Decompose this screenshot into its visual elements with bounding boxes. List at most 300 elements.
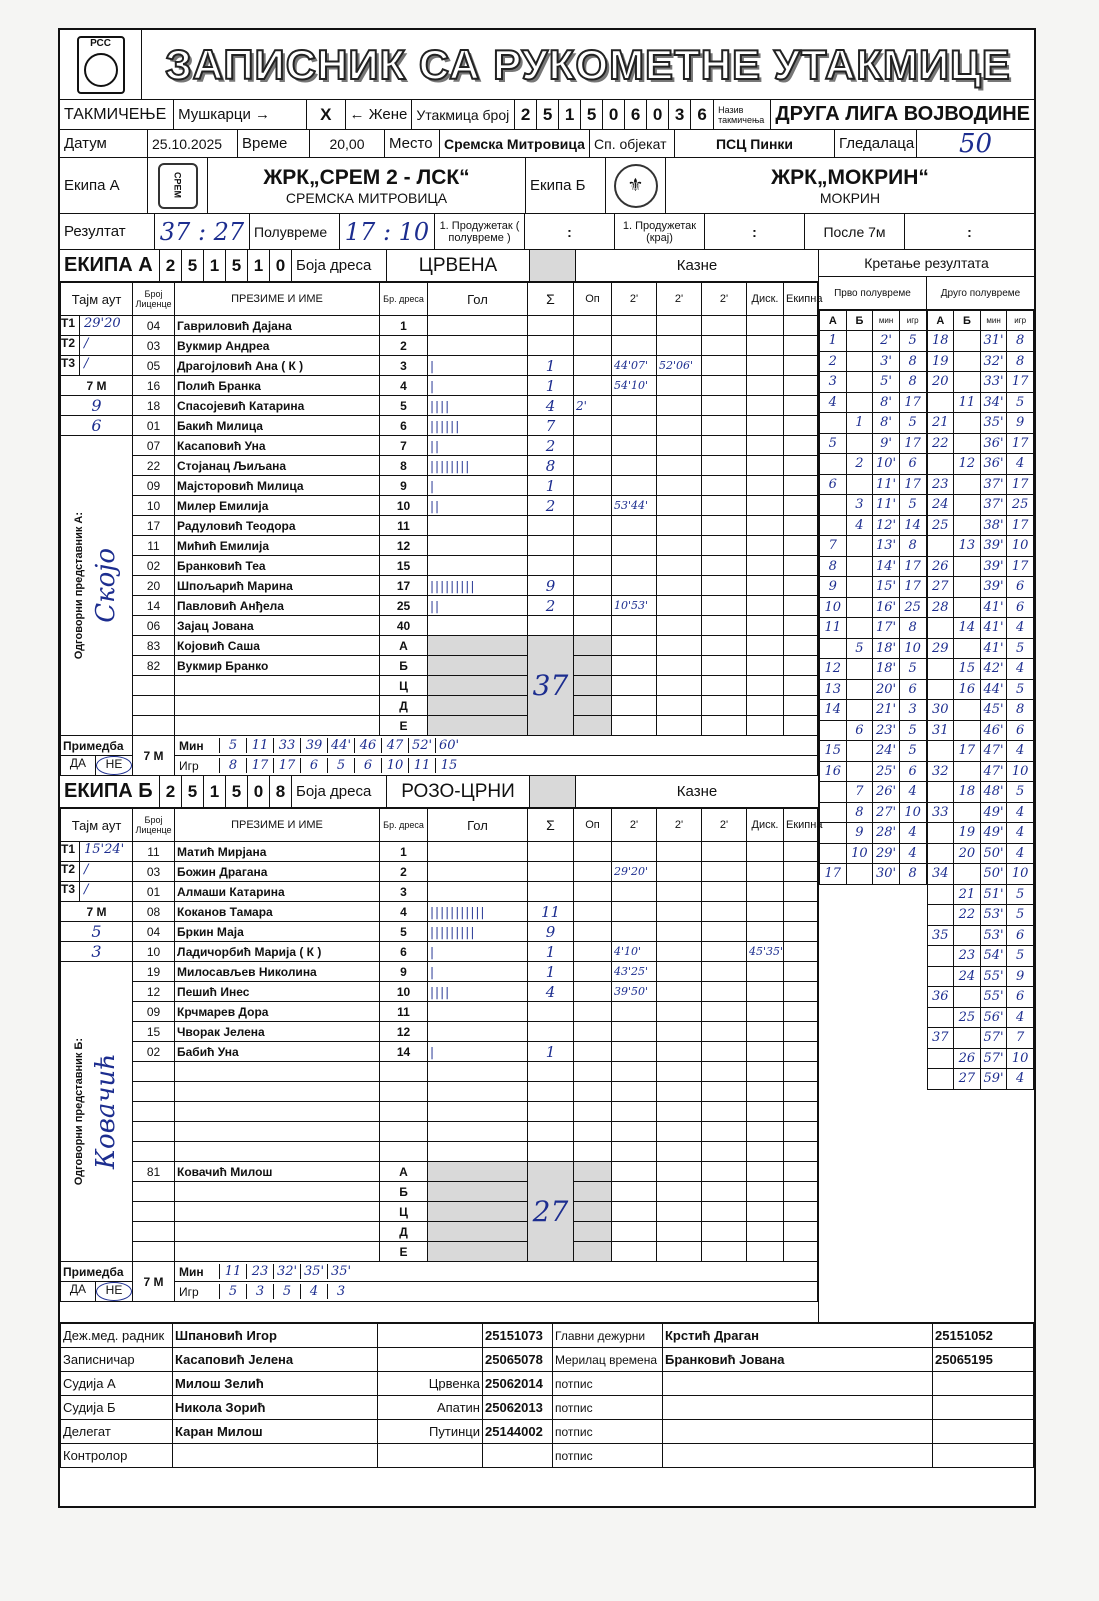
- player-number: 11: [380, 516, 428, 536]
- official-row: [61, 636, 818, 656]
- player-goal-sum: [528, 336, 574, 356]
- progress-cell: 17: [954, 741, 981, 762]
- official-name: Каран Милош: [173, 1420, 378, 1444]
- timeout-key: T2: [61, 862, 80, 881]
- official-name-2: [663, 1372, 933, 1396]
- th-warn: Оп: [574, 283, 612, 316]
- official-license-2: 25151052: [933, 1324, 1034, 1348]
- progress-cell: 5: [899, 741, 926, 762]
- player-name: Шпољарић Марина: [175, 576, 380, 596]
- player-suspension-1: 10'53': [612, 596, 657, 616]
- progress-cell: 28': [873, 823, 900, 844]
- seven-m-label: 7 M: [61, 902, 133, 922]
- official-license-2: [933, 1372, 1034, 1396]
- team-a-section: [60, 250, 823, 776]
- player-suspension-3: [702, 1122, 747, 1142]
- official-row: [61, 1420, 1034, 1444]
- player-suspension-1: [612, 556, 657, 576]
- table-row: [61, 596, 818, 616]
- page-title: ЗАПИСНИК СА РУКОМЕТНЕ УТАКМИЦЕ: [165, 40, 1011, 88]
- progress-cell: 4: [899, 782, 926, 803]
- progress-cell: 33': [980, 372, 1007, 393]
- progress-cell: 6: [1007, 925, 1034, 946]
- player-warning: [574, 596, 612, 616]
- player-suspension-1: [612, 922, 657, 942]
- progress-cell: 18': [873, 659, 900, 680]
- player-goals: [428, 556, 528, 576]
- official-role: Контролор: [61, 1444, 173, 1468]
- th-igr: игр: [1007, 311, 1034, 331]
- progress-cell: 10: [899, 638, 926, 659]
- team_a-code-digit: 5: [182, 250, 204, 281]
- remark-value: 52': [408, 738, 435, 753]
- official-name: [175, 716, 380, 736]
- progress-cell: 9': [873, 433, 900, 454]
- player-suspension-1: [612, 1002, 657, 1022]
- progress-cell: 9: [820, 577, 847, 598]
- ot1-half-value: :: [525, 214, 615, 249]
- progress-cell: 14': [873, 556, 900, 577]
- team_a-code-digit: 1: [248, 250, 270, 281]
- seven-m-value: 6: [61, 416, 133, 436]
- remark-value: 35': [327, 1264, 354, 1279]
- player-license: [133, 1082, 175, 1102]
- player-goal-sum: 2: [528, 496, 574, 516]
- min-label: Мин: [179, 738, 204, 753]
- progress-cell: 38': [980, 515, 1007, 536]
- official-name-2: [663, 1396, 933, 1420]
- player-suspension-3: [702, 1142, 747, 1162]
- player-name: Спасојевић Катарина: [175, 396, 380, 416]
- progress-cell: 24: [927, 495, 954, 516]
- progress-cell: 11: [954, 392, 981, 413]
- player-goal-sum: 9: [528, 576, 574, 596]
- progress-cell: [954, 372, 981, 393]
- seven-m-value: 5: [61, 922, 133, 942]
- official-role: Судија Б: [61, 1396, 173, 1420]
- team_b-remark-row: [61, 1262, 818, 1282]
- player-number: 6: [380, 942, 428, 962]
- progress-cell: [954, 351, 981, 372]
- progress-row: [820, 536, 927, 557]
- player-goals: [428, 1022, 528, 1042]
- team_b-jersey-label: Боја дреса: [292, 776, 387, 807]
- progress-cell: [820, 843, 847, 864]
- player-warning: [574, 576, 612, 596]
- th-min: мин: [980, 311, 1007, 331]
- score-progress-grid: [819, 310, 1034, 1322]
- player-number: 25: [380, 596, 428, 616]
- progress-cell: 8: [899, 372, 926, 393]
- progress-row: [820, 761, 927, 782]
- player-goal-sum: 1: [528, 356, 574, 376]
- official-row: [61, 716, 818, 736]
- progress-row: [820, 638, 927, 659]
- player-suspension-2: [657, 456, 702, 476]
- official-license-2: 25065195: [933, 1348, 1034, 1372]
- progress-cell: 12: [820, 659, 847, 680]
- official-license: 83: [133, 636, 175, 656]
- official-row: [61, 1182, 818, 1202]
- player-warning: [574, 1142, 612, 1162]
- official-row: [61, 676, 818, 696]
- official-city: Путинци: [378, 1420, 483, 1444]
- progress-cell: 39': [980, 536, 1007, 557]
- player-suspension-2: [657, 396, 702, 416]
- progress-cell: 5: [1007, 905, 1034, 926]
- player-suspension-3: [702, 1082, 747, 1102]
- player-suspension-1: [612, 1102, 657, 1122]
- progress-cell: 28: [927, 597, 954, 618]
- table-row: [61, 516, 818, 536]
- progress-cell: [846, 474, 873, 495]
- remark-no[interactable]: НЕ: [96, 1282, 132, 1301]
- progress-cell: [927, 679, 954, 700]
- player-license: 08: [133, 902, 175, 922]
- player-warning: [574, 376, 612, 396]
- player-suspension-2: [657, 576, 702, 596]
- player-license: 06: [133, 616, 175, 636]
- progress-cell: [846, 577, 873, 598]
- official-license: [483, 1444, 553, 1468]
- progress-cell: 53': [980, 905, 1007, 926]
- player-number: [380, 1082, 428, 1102]
- score-progress-halves: [819, 277, 1034, 310]
- progress-cell: 30: [927, 700, 954, 721]
- player-suspension-1: [612, 1122, 657, 1142]
- player-suspension-3: [702, 922, 747, 942]
- progress-cell: 8': [873, 392, 900, 413]
- player-goal-sum: 1: [528, 962, 574, 982]
- progress-cell: [954, 925, 981, 946]
- th-jersey-no: Бр. дреса: [380, 809, 428, 842]
- official-license: 25144002: [483, 1420, 553, 1444]
- progress-row: [927, 659, 1034, 680]
- team-b-city: МОКРИН: [819, 189, 881, 206]
- progress-cell: 5: [1007, 638, 1034, 659]
- after7m-label: После 7м: [805, 214, 905, 249]
- progress-cell: 21': [873, 700, 900, 721]
- progress-row: [927, 905, 1034, 926]
- official-license: 25065078: [483, 1348, 553, 1372]
- player-warning: [574, 416, 612, 436]
- player-name: Милер Емилија: [175, 496, 380, 516]
- progress-row: [927, 761, 1034, 782]
- team-b-label: Екипа Б: [526, 158, 606, 213]
- th-jersey-no: Бр. дреса: [380, 283, 428, 316]
- progress-cell: 8: [899, 864, 926, 885]
- official-role-2: потпис: [553, 1444, 663, 1468]
- player-license: 09: [133, 476, 175, 496]
- player-name: Милосављев Николина: [175, 962, 380, 982]
- remark-value: 60': [435, 738, 462, 753]
- progress-cell: 41': [980, 618, 1007, 639]
- player-suspension-1: [612, 516, 657, 536]
- remark-value: 11: [219, 1264, 246, 1279]
- result-value: 37 : 27: [155, 214, 250, 249]
- official-role-2: потпис: [553, 1396, 663, 1420]
- progress-cell: 29': [873, 843, 900, 864]
- progress-row: [927, 474, 1034, 495]
- official-letter: Ц: [380, 1202, 428, 1222]
- player-name: Мајсторовић Милица: [175, 476, 380, 496]
- player-number: 9: [380, 476, 428, 496]
- progress-cell: 26: [927, 556, 954, 577]
- timeout-key: T2: [61, 336, 80, 355]
- progress-cell: 5: [846, 638, 873, 659]
- official-row: [61, 1396, 1034, 1420]
- player-warning: [574, 1082, 612, 1102]
- player-goals: ||||: [428, 982, 528, 1002]
- player-license: 15: [133, 1022, 175, 1042]
- th-b: Б: [954, 311, 981, 331]
- official-license: 81: [133, 1162, 175, 1182]
- player-suspension-1: 43'25': [612, 962, 657, 982]
- min-label: Мин: [179, 1264, 204, 1279]
- progress-cell: 20: [954, 843, 981, 864]
- player-suspension-3: [702, 396, 747, 416]
- score-sheet: [58, 28, 1036, 1508]
- progress-row: [820, 433, 927, 454]
- progress-cell: [954, 474, 981, 495]
- teams-tables: [60, 250, 823, 1322]
- player-goals: [428, 1142, 528, 1162]
- progress-cell: [927, 1069, 954, 1090]
- player-suspension-2: [657, 1002, 702, 1022]
- player-suspension-1: [612, 336, 657, 356]
- progress-row: [927, 372, 1034, 393]
- player-license: 01: [133, 882, 175, 902]
- remark-label: Примедба: [61, 1262, 133, 1282]
- official-license: [133, 716, 175, 736]
- player-suspension-3: [702, 616, 747, 636]
- progress-cell: 2: [820, 351, 847, 372]
- player-goal-sum: 7: [528, 416, 574, 436]
- progress-cell: 1: [846, 413, 873, 434]
- team_a-player-table: [60, 282, 823, 776]
- progress-row: [927, 1028, 1034, 1049]
- player-license: 16: [133, 376, 175, 396]
- remark-value: 17: [273, 758, 300, 773]
- player-suspension-3: [702, 416, 747, 436]
- progress-cell: 7: [846, 782, 873, 803]
- player-goal-sum: [528, 616, 574, 636]
- competition-row: [60, 100, 1034, 130]
- table-row: [61, 1042, 818, 1062]
- th-timeout: Тајм аут: [61, 809, 133, 842]
- player-name: Чворак Јелена: [175, 1022, 380, 1042]
- player-disqualification: 45'35': [747, 942, 784, 962]
- progress-cell: 24': [873, 741, 900, 762]
- progress-cell: [820, 495, 847, 516]
- progress-row: [820, 392, 927, 413]
- team-b-section: [60, 776, 823, 1302]
- progress-cell: [927, 659, 954, 680]
- table-row: [61, 576, 818, 596]
- progress-cell: 5': [873, 372, 900, 393]
- remark-no[interactable]: НЕ: [96, 756, 132, 775]
- player-suspension-1: 44'07': [612, 356, 657, 376]
- timeout-key: T3: [61, 356, 80, 375]
- player-name: Бабић Уна: [175, 1042, 380, 1062]
- timeout-value: /: [84, 862, 89, 877]
- player-disqualification: [747, 842, 784, 862]
- progress-cell: 4: [1007, 1069, 1034, 1090]
- player-name: Драгојловић Ана ( К ): [175, 356, 380, 376]
- player-suspension-2: [657, 1022, 702, 1042]
- remark-value: 33: [273, 738, 300, 753]
- team-a-label: Екипа А: [60, 158, 148, 213]
- remark-yes[interactable]: ДА: [61, 756, 96, 775]
- league-label: Назив такмичења: [714, 100, 771, 129]
- progress-row: [927, 413, 1034, 434]
- player-suspension-3: [702, 1002, 747, 1022]
- official-license-2: [933, 1396, 1034, 1420]
- player-suspension-3: [702, 376, 747, 396]
- player-number: 3: [380, 882, 428, 902]
- player-number: 10: [380, 496, 428, 516]
- player-suspension-1: 39'50': [612, 982, 657, 1002]
- th-two-2: 2': [657, 809, 702, 842]
- player-license: 11: [133, 842, 175, 862]
- player-suspension-2: [657, 862, 702, 882]
- progress-cell: 37': [980, 495, 1007, 516]
- progress-row: [927, 823, 1034, 844]
- progress-row: [927, 1048, 1034, 1069]
- player-number: 15: [380, 556, 428, 576]
- progress-cell: 10: [1007, 1048, 1034, 1069]
- official-letter: Ц: [380, 676, 428, 696]
- date-label: Датум: [60, 130, 148, 157]
- team_b-code-digit: 5: [182, 776, 204, 807]
- player-license: 02: [133, 1042, 175, 1062]
- player-name: Касаповић Уна: [175, 436, 380, 456]
- progress-row: [927, 536, 1034, 557]
- progress-row: [927, 987, 1034, 1008]
- league-name: ДРУГА ЛИГА ВОЈВОДИНЕ: [775, 103, 1030, 125]
- remark-value: 5: [327, 758, 354, 773]
- official-name: [175, 676, 380, 696]
- player-number: 14: [380, 1042, 428, 1062]
- player-name: [175, 1122, 380, 1142]
- player-suspension-3: [702, 882, 747, 902]
- player-suspension-3: [702, 336, 747, 356]
- progress-cell: 2': [873, 331, 900, 352]
- table-row: [61, 396, 818, 416]
- th-warn: Оп: [574, 809, 612, 842]
- official-city: [378, 1444, 483, 1468]
- progress-cell: 25: [954, 1007, 981, 1028]
- progress-cell: 13: [820, 679, 847, 700]
- th-a: А: [927, 311, 954, 331]
- progress-row: [927, 638, 1034, 659]
- player-suspension-1: [612, 616, 657, 636]
- progress-cell: [927, 536, 954, 557]
- player-goals: |||||||||||: [428, 902, 528, 922]
- progress-cell: [927, 618, 954, 639]
- player-suspension-2: [657, 842, 702, 862]
- official-name-2: Бранковић Јована: [663, 1348, 933, 1372]
- player-suspension-2: [657, 882, 702, 902]
- logo-text: РСС: [90, 37, 111, 49]
- player-goals: [428, 316, 528, 336]
- progress-cell: 4: [1007, 1007, 1034, 1028]
- player-suspension-2: [657, 536, 702, 556]
- progress-cell: 13: [954, 536, 981, 557]
- progress-cell: 32: [927, 761, 954, 782]
- progress-cell: [846, 556, 873, 577]
- remark-value: 6: [354, 758, 381, 773]
- progress-row: [820, 515, 927, 536]
- player-license: [133, 1142, 175, 1162]
- player-number: 10: [380, 982, 428, 1002]
- th-igr: игр: [899, 311, 926, 331]
- progress-row: [820, 782, 927, 803]
- women-mark: X: [307, 100, 345, 129]
- team_b-code-digit: 0: [248, 776, 270, 807]
- progress-row: [927, 802, 1034, 823]
- player-suspension-1: [612, 536, 657, 556]
- progress-cell: 25': [873, 761, 900, 782]
- player-suspension-2: [657, 376, 702, 396]
- progress-cell: [954, 638, 981, 659]
- progress-cell: [927, 905, 954, 926]
- progress-cell: [954, 1028, 981, 1049]
- team-a-city: СРЕМСКА МИТРОВИЦА: [285, 189, 448, 206]
- player-suspension-3: [702, 862, 747, 882]
- player-license: 22: [133, 456, 175, 476]
- remark-yes[interactable]: ДА: [61, 1282, 96, 1301]
- player-disqualification: [747, 1142, 784, 1162]
- team_a-rep-signature: Cкoјo: [90, 548, 121, 623]
- match-no-digit: 0: [647, 100, 669, 129]
- progress-cell: 37: [927, 1028, 954, 1049]
- official-letter: Д: [380, 1222, 428, 1242]
- progress-cell: [954, 433, 981, 454]
- team_b-jersey-color: РОЗО-ЦРНИ: [387, 776, 530, 807]
- progress-cell: 1: [820, 331, 847, 352]
- player-warning: [574, 1022, 612, 1042]
- player-goal-sum: 1: [528, 1042, 574, 1062]
- progress-cell: [846, 597, 873, 618]
- player-name: Бркин Маја: [175, 922, 380, 942]
- player-number: 11: [380, 1002, 428, 1022]
- player-goals: [428, 1122, 528, 1142]
- player-warning: [574, 942, 612, 962]
- remark-value: 10: [381, 758, 408, 773]
- progress-row: [927, 679, 1034, 700]
- team_b-rep-signature: Ковачић: [90, 1053, 121, 1170]
- player-goal-sum: [528, 1022, 574, 1042]
- player-goals: |: [428, 942, 528, 962]
- progress-cell: 18: [927, 331, 954, 352]
- progress-cell: 17: [1007, 515, 1034, 536]
- progress-row: [820, 741, 927, 762]
- progress-cell: [954, 987, 981, 1008]
- official-license: 25062014: [483, 1372, 553, 1396]
- progress-cell: 9: [846, 823, 873, 844]
- official-name: Ковачић Милош: [175, 1162, 380, 1182]
- player-goals: [428, 1102, 528, 1122]
- match-no-digit: 0: [603, 100, 625, 129]
- official-letter: Д: [380, 696, 428, 716]
- th-a: А: [820, 311, 847, 331]
- player-suspension-3: [702, 476, 747, 496]
- player-suspension-2: [657, 336, 702, 356]
- progress-cell: 7: [820, 536, 847, 557]
- official-role: Записничар: [61, 1348, 173, 1372]
- player-suspension-1: [612, 902, 657, 922]
